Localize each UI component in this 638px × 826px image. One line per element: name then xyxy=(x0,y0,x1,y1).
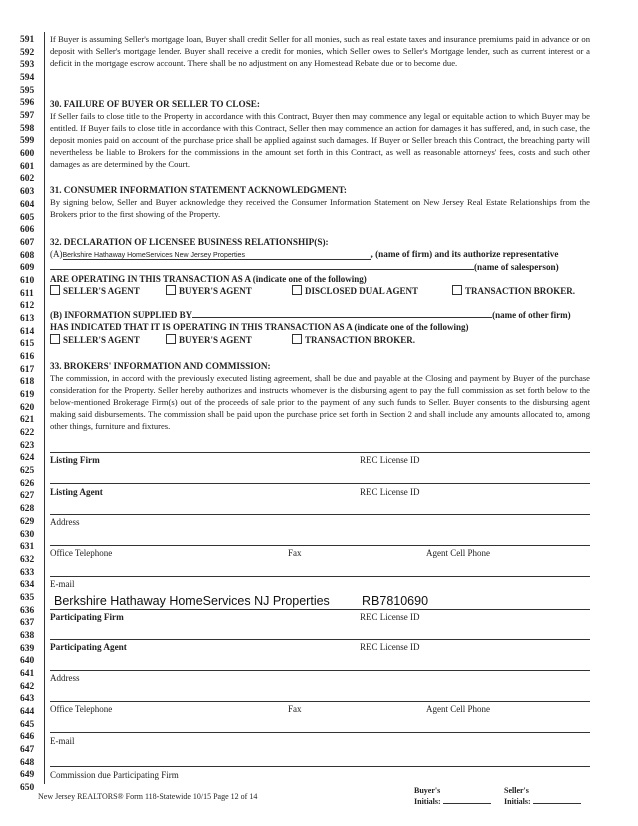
participating-rec-label: REC License ID xyxy=(360,612,420,622)
option-buyers-agent-a[interactable]: BUYER'S AGENT xyxy=(166,285,252,296)
line-number: 620 xyxy=(20,402,35,413)
section-32b-operating: HAS INDICATED THAT IT IS OPERATING IN THIS TRANSACTION AS A (indicate one of the following) xyxy=(50,322,469,332)
line-number: 610 xyxy=(20,275,35,286)
section-32a-suffix: , (name of firm) and its authorize representative xyxy=(370,249,559,259)
firm-name-field[interactable] xyxy=(63,249,371,260)
line-number: 628 xyxy=(20,504,35,515)
section-32a-firm-line xyxy=(50,249,590,260)
listing-cell-label: Agent Cell Phone xyxy=(426,548,490,558)
checkbox-icon[interactable] xyxy=(452,285,462,295)
line-number: 596 xyxy=(20,98,35,109)
rule xyxy=(50,609,590,610)
participating-email-label: E-mail xyxy=(50,736,75,746)
intro-paragraph: If Buyer is assuming Seller's mortgage loan, Buyer shall credit Seller for all monies, such as real estate taxes and insurance premiums paid in advance or on deposit with Seller's mortgage lender. Buyer shall receive a credit for monies, which Seller owes to Seller's Mortgage lender, such as current interest or a deficit in the mortgage escrow account. There shall be no adjustment on any Homestead Rebate due or to become due. xyxy=(50,34,590,69)
line-number: 649 xyxy=(20,770,35,781)
line-number: 627 xyxy=(20,491,35,502)
line-number: 613 xyxy=(20,313,35,324)
participating-tel-label: Office Telephone xyxy=(50,704,113,714)
participating-agent-label: Participating Agent xyxy=(50,642,127,652)
rule xyxy=(50,483,590,484)
section-32b-suffix: (name of other firm) xyxy=(492,310,571,320)
line-number: 630 xyxy=(20,529,35,540)
rule xyxy=(50,766,590,767)
line-number: 623 xyxy=(20,440,35,451)
checkbox-icon[interactable] xyxy=(50,285,60,295)
section-30-heading: 30. FAILURE OF BUYER OR SELLER TO CLOSE: xyxy=(50,99,260,109)
participating-address-label: Address xyxy=(50,673,80,683)
buyer-initials-row: Initials: xyxy=(414,797,491,806)
listing-firm-label: Listing Firm xyxy=(50,455,100,465)
line-number: 602 xyxy=(20,174,35,185)
line-number: 626 xyxy=(20,478,35,489)
line-number: 639 xyxy=(20,643,35,654)
section-33 xyxy=(50,360,590,433)
line-number: 598 xyxy=(20,123,35,134)
line-number: 616 xyxy=(20,352,35,362)
line-number: 632 xyxy=(20,554,35,565)
participating-fax-label: Fax xyxy=(288,704,302,714)
rule xyxy=(50,732,590,733)
option-transaction-broker-b[interactable]: TRANSACTION BROKER. xyxy=(292,334,415,345)
salesperson-line xyxy=(50,262,590,272)
line-number: 595 xyxy=(20,85,35,96)
line-number: 615 xyxy=(20,339,35,350)
checkbox-icon[interactable] xyxy=(292,285,302,295)
listing-tel-label: Office Telephone xyxy=(50,548,113,558)
rule xyxy=(50,514,590,515)
line-number: 593 xyxy=(20,60,35,71)
line-number: 641 xyxy=(20,669,35,679)
line-number: 629 xyxy=(20,516,35,527)
section-33-heading: 33. BROKERS' INFORMATION AND COMMISSION: xyxy=(50,361,271,371)
listing-address-label: Address xyxy=(50,517,80,527)
line-number: 645 xyxy=(20,719,35,730)
participating-firm-label: Participating Firm xyxy=(50,612,124,622)
participating-cell-label: Agent Cell Phone xyxy=(426,704,490,714)
line-number: 599 xyxy=(20,136,35,147)
line-number: 640 xyxy=(20,656,35,667)
line-number: 635 xyxy=(20,592,35,603)
salesperson-label: (name of salesperson) xyxy=(474,262,559,272)
section-32b-prefix: (B) INFORMATION SUPPLIED BY xyxy=(50,310,193,320)
rule xyxy=(50,639,590,640)
line-number: 603 xyxy=(20,187,35,198)
line-number: 600 xyxy=(20,149,35,160)
rule xyxy=(50,452,590,453)
commission-label: Commission due Participating Firm xyxy=(50,770,179,780)
line-number: 609 xyxy=(20,263,35,274)
buyer-initials-label: Buyer's xyxy=(414,786,441,795)
section-32-heading: 32. DECLARATION OF LICENSEE BUSINESS RELATIONSHIP(S): xyxy=(50,237,329,247)
line-number: 644 xyxy=(20,707,35,718)
rule xyxy=(50,701,590,702)
rule xyxy=(50,670,590,671)
firm-name-value: Berkshire Hathaway HomeServices New Jersey Properties xyxy=(62,252,245,259)
section-30-body: If Seller fails to close title to the Property in accordance with this Contract, Buyer then may commence any legal or equitable action to which Buyer may be entitled. If Buyer fails to close title in accordance with this Contract, Seller then may commence an action for damages it has suffered, and, in such case, the deposit monies paid on account of the purchase price shall be applied against such damages. If Buyer or Seller breach this Contract, the breaching party will nevertheless be liable to Brokers for the commissions in the amount set forth in this Contract, as well as reasonable attorneys' fees, costs and such other damages as are determined by the Court. xyxy=(50,111,590,170)
line-number: 618 xyxy=(20,377,35,388)
option-sellers-agent-a[interactable]: SELLER'S AGENT xyxy=(50,285,140,296)
participating-agent-rec-label: REC License ID xyxy=(360,642,420,652)
line-number: 612 xyxy=(20,301,35,312)
line-number: 607 xyxy=(20,237,35,248)
line-number: 637 xyxy=(20,618,35,629)
checkbox-icon[interactable] xyxy=(50,334,60,344)
line-number: 617 xyxy=(20,364,35,375)
line-number: 624 xyxy=(20,453,35,464)
line-number: 605 xyxy=(20,212,35,223)
typed-firm-name[interactable]: Berkshire Hathaway HomeServices NJ Properties xyxy=(54,594,330,608)
line-number: 592 xyxy=(20,47,35,58)
section-31-body: By signing below, Seller and Buyer acknowledge they received the Consumer Information Statement on New Jersey Real Estate Relationships from the Brokers prior to the first showing of the Property. xyxy=(50,197,590,220)
line-number: 634 xyxy=(20,580,35,591)
line-number: 650 xyxy=(20,783,35,794)
line-number: 636 xyxy=(20,605,35,616)
rule xyxy=(50,545,590,546)
line-number: 611 xyxy=(20,288,34,299)
line-number: 601 xyxy=(20,161,35,172)
line-number: 647 xyxy=(20,745,35,756)
line-number: 625 xyxy=(20,466,35,477)
rule xyxy=(50,576,590,577)
listing-rec-label: REC License ID xyxy=(360,455,420,465)
line-number: 606 xyxy=(20,225,35,236)
section-32a-operating: ARE OPERATING IN THIS TRANSACTION AS A (indicate one of the following) xyxy=(50,274,367,284)
form-footer: New Jersey REALTORS® Form 118-Statewide 10/15 Page 12 of 14 xyxy=(38,792,258,801)
listing-email-label: E-mail xyxy=(50,579,75,589)
line-number: 643 xyxy=(20,694,35,705)
line-number: 633 xyxy=(20,567,35,578)
checkbox-icon[interactable] xyxy=(292,334,302,344)
section-32a-prefix: (A) xyxy=(50,249,63,259)
line-number: 591 xyxy=(20,35,35,45)
buyer-initials-field[interactable] xyxy=(443,803,491,804)
option-buyers-agent-b[interactable]: BUYER'S AGENT xyxy=(166,334,252,345)
line-number: 646 xyxy=(20,732,35,743)
listing-agent-label: Listing Agent xyxy=(50,487,103,497)
checkbox-icon[interactable] xyxy=(166,285,176,295)
salesperson-field[interactable] xyxy=(50,269,474,270)
line-number: 631 xyxy=(20,542,35,553)
line-number: 638 xyxy=(20,630,35,641)
line-number: 604 xyxy=(20,199,35,210)
seller-initials-label: Seller's xyxy=(504,786,529,795)
section-31 xyxy=(50,184,590,220)
line-number: 622 xyxy=(20,428,35,439)
listing-fax-label: Fax xyxy=(288,548,302,558)
option-transaction-broker-a[interactable]: TRANSACTION BROKER. xyxy=(452,285,575,296)
line-number: 648 xyxy=(20,757,35,768)
section-30 xyxy=(50,98,590,171)
line-number: 597 xyxy=(20,111,35,122)
line-number: 608 xyxy=(20,250,35,261)
typed-license-id[interactable]: RB7810690 xyxy=(362,594,429,608)
listing-agent-rec-label: REC License ID xyxy=(360,487,420,497)
other-firm-field[interactable] xyxy=(192,317,492,318)
section-32b-line xyxy=(50,310,590,320)
seller-initials-row: Initials: xyxy=(504,797,581,806)
line-number: 594 xyxy=(20,73,35,84)
line-number: 614 xyxy=(20,326,35,337)
section-31-heading: 31. CONSUMER INFORMATION STATEMENT ACKNOWLEDGMENT: xyxy=(50,185,347,195)
line-number: 642 xyxy=(20,681,35,692)
option-sellers-agent-b[interactable]: SELLER'S AGENT xyxy=(50,334,140,345)
line-number: 619 xyxy=(20,390,35,401)
seller-initials-field[interactable] xyxy=(533,803,581,804)
section-33-body: The commission, in accord with the previously executed listing agreement, shall be due and payable at the Closing and payment by Buyer of the purchase consideration for the Property. Seller hereby authorizes and instructs whomever is the disbursing agent to pay the full commission as set forth below to the below-mentioned Brokerage Firm(s) out of the proceeds of sale prior to the payment of any such funds to Seller. Buyer consents to the disbursing agent making said disbursements. The commission shall be paid upon the purchase price set forth in Section 2 and shall include any amounts allocated to, among other things, furniture and fixtures. xyxy=(50,373,590,432)
checkbox-icon[interactable] xyxy=(166,334,176,344)
option-dual-agent-a[interactable]: DISCLOSED DUAL AGENT xyxy=(292,285,418,296)
line-number: 621 xyxy=(20,415,35,426)
